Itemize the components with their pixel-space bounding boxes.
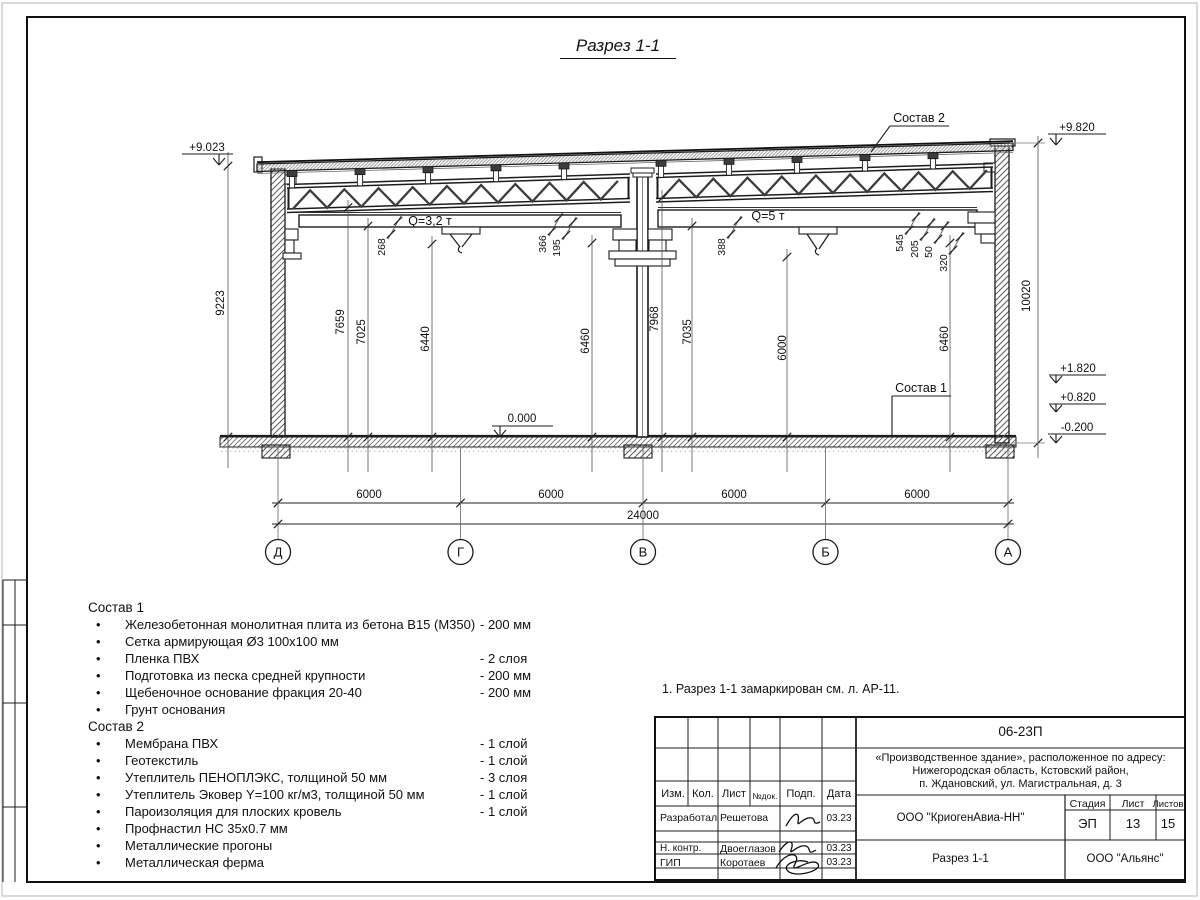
composition-title-1: Состав 1 (88, 600, 144, 615)
dim-9223: 9223 (215, 290, 227, 316)
titleblock-col-podp: Подп. (786, 788, 816, 800)
bullet-icon: • (96, 668, 101, 683)
bullet-icon: • (96, 702, 101, 717)
titleblock-org: ООО "Альянс" (1086, 853, 1164, 865)
dim-195: 195 (551, 239, 563, 257)
dim-7035: 7035 (682, 319, 694, 345)
composition-item-text: Пленка ПВХ (125, 651, 200, 666)
margin-stamp-boxes (3, 580, 27, 882)
composition-item-value: - 1 слой (480, 753, 528, 768)
composition-item (88, 803, 608, 820)
composition-item-text: Геотекстиль (125, 753, 199, 768)
bullet-icon: • (96, 617, 101, 632)
leader-sostav1: Состав 1 (895, 381, 947, 395)
bullet-icon: • (96, 804, 101, 819)
dim-6000-3: 6000 (721, 489, 747, 501)
composition-item-text: Пароизоляция для плоских кровель (125, 804, 342, 819)
bullet-icon: • (96, 838, 101, 853)
titleblock-col-list: Лист (722, 788, 746, 800)
elev-0820: +0.820 (1060, 392, 1096, 404)
composition-item-value: - 2 слоя (480, 651, 528, 666)
dim-7659: 7659 (335, 309, 347, 335)
dim-388: 388 (716, 238, 728, 256)
floor-slab (220, 436, 1016, 452)
composition-item-text: Щебеночное основание фракция 20-40 (125, 685, 362, 700)
titleblock-stage-label: Стадия (1069, 798, 1106, 810)
dim-6440: 6440 (420, 326, 432, 352)
titleblock-row2-role: Н. контр. (660, 843, 702, 854)
titleblock-row3-name: Коротаев (720, 857, 766, 869)
dim-50: 50 (923, 246, 935, 258)
titleblock-sheets-value: 15 (1160, 816, 1176, 831)
elev-9820: +9.820 (1059, 122, 1095, 134)
composition-item-text: Профнастил НС 35х0.7 мм (125, 821, 288, 836)
titleblock-company: ООО "КриогенАвиа-НН" (896, 812, 1025, 824)
titleblock-row3-role: ГИП (660, 857, 681, 869)
dim-320: 320 (938, 254, 950, 272)
bullet-icon: • (96, 736, 101, 751)
axis-G: Г (456, 544, 465, 560)
composition-item-value: - 200 мм (480, 685, 532, 700)
dim-545: 545 (894, 234, 906, 252)
bullet-icon: • (96, 753, 101, 768)
titleblock-sheet-label: Лист (1121, 798, 1145, 810)
composition-item-text: Металлическая ферма (125, 855, 264, 870)
composition-item-text: Сетка армирующая Ø3 100х100 мм (125, 634, 339, 649)
composition-item-text: Подготовка из песка средней крупности (125, 668, 366, 683)
titleblock-drawing-name: Разрез 1-1 (932, 853, 989, 865)
composition-item-text: Мембрана ПВХ (125, 736, 219, 751)
composition-item-text: Утеплитель ПЕНОПЛЭКС, толщиной 50 мм (125, 770, 388, 785)
titleblock-project-line2: Нижегородская область, Кстовский район, (912, 765, 1129, 777)
dim-6000-4: 6000 (904, 489, 930, 501)
composition-item (88, 786, 608, 803)
dim-205: 205 (909, 240, 921, 258)
dim-6460-right: 6460 (939, 326, 951, 352)
axis-V: В (638, 544, 648, 560)
titleblock-project-line3: п. Ждановский, ул. Магистральная, д. 3 (919, 778, 1122, 790)
elev-9023: +9.023 (189, 142, 225, 154)
axis-A: А (1003, 544, 1013, 560)
axis-D: Д (273, 544, 283, 560)
composition-item-value: - 1 слой (480, 787, 528, 802)
composition-item (88, 820, 608, 837)
bullet-icon: • (96, 770, 101, 785)
elev-minus0200: -0.200 (1060, 422, 1094, 434)
titleblock-col-data: Дата (826, 788, 852, 800)
titleblock-sheets-label: Листов (1152, 799, 1184, 810)
composition-item-text: Грунт основания (125, 702, 226, 717)
composition-item (88, 837, 608, 854)
titleblock-stage-value: ЭП (1078, 816, 1097, 831)
leader-sostav2: Состав 2 (893, 111, 945, 125)
composition-item (88, 650, 608, 667)
bullet-icon: • (96, 651, 101, 666)
signatures (776, 814, 820, 874)
titleblock-row2-name: Двоеглазов (720, 843, 776, 855)
dimension-lines (224, 136, 1045, 540)
composition-item (88, 854, 608, 871)
composition-title-2: Состав 2 (88, 719, 144, 734)
titleblock-doc-number: 06-23П (998, 724, 1043, 739)
bullet-icon: • (96, 787, 101, 802)
composition-item (88, 616, 608, 633)
bullet-icon: • (96, 821, 101, 836)
page-title: Разрез 1-1 (560, 36, 676, 59)
titleblock-project-line1: «Производственное здание», расположенное по адресу: (875, 752, 1166, 764)
axis-B: Б (821, 544, 830, 560)
elev-1820: +1.820 (1060, 363, 1096, 375)
composition-item (88, 633, 608, 650)
titleblock-row1-name: Решетова (720, 812, 769, 824)
composition-item-value: - 200 мм (480, 668, 532, 683)
composition-item-text: Утеплитель Эковер Y=100 кг/м3, толщиной 50 мм (125, 787, 425, 802)
dim-6000-1: 6000 (356, 489, 382, 501)
titleblock-sheet-value: 13 (1125, 816, 1141, 831)
titleblock-col-izm: Изм. (661, 788, 685, 800)
titleblock-row1-role: Разработал (660, 812, 718, 824)
dim-6460-left: 6460 (580, 328, 592, 354)
dim-366: 366 (537, 235, 549, 253)
dim-6000-2: 6000 (538, 489, 564, 501)
dim-7025: 7025 (356, 319, 368, 345)
elev-0000: 0.000 (507, 413, 537, 425)
dim-6000-vert: 6000 (777, 335, 789, 361)
composition-lists (88, 599, 608, 871)
composition-item (88, 667, 608, 684)
composition-item (88, 769, 608, 786)
titleblock-row1-date: 03.23 (826, 813, 852, 824)
composition-item-value: - 3 слоя (480, 770, 528, 785)
titleblock-col-ndok: №док. (752, 791, 778, 801)
composition-item (88, 684, 608, 701)
composition-item-text: Железобетонная монолитная плита из бетона В15 (М350) (125, 617, 476, 632)
bullet-icon: • (96, 634, 101, 649)
dim-7968: 7968 (649, 306, 661, 332)
dim-24000: 24000 (627, 510, 659, 522)
crane-capacity-left: Q=3,2 т (408, 214, 452, 228)
titleblock-row3-date: 03.23 (826, 857, 852, 868)
composition-item-text: Металлические прогоны (125, 838, 273, 853)
titleblock-col-kol: Кол. (692, 788, 714, 800)
composition-item-value: - 1 слой (480, 804, 528, 819)
general-note: 1. Разрез 1-1 замаркирован см. л. АР-11. (662, 682, 900, 696)
composition-item-value: - 200 мм (480, 617, 532, 632)
bullet-icon: • (96, 685, 101, 700)
titleblock-row2-date: 03.23 (826, 843, 852, 854)
composition-item (88, 735, 608, 752)
dim-268: 268 (376, 238, 388, 256)
bullet-icon: • (96, 855, 101, 870)
composition-item (88, 701, 608, 718)
dim-10020: 10020 (1021, 280, 1033, 312)
composition-item (88, 752, 608, 769)
crane-capacity-right: Q=5 т (751, 209, 785, 223)
composition-item-value: - 1 слой (480, 736, 528, 751)
